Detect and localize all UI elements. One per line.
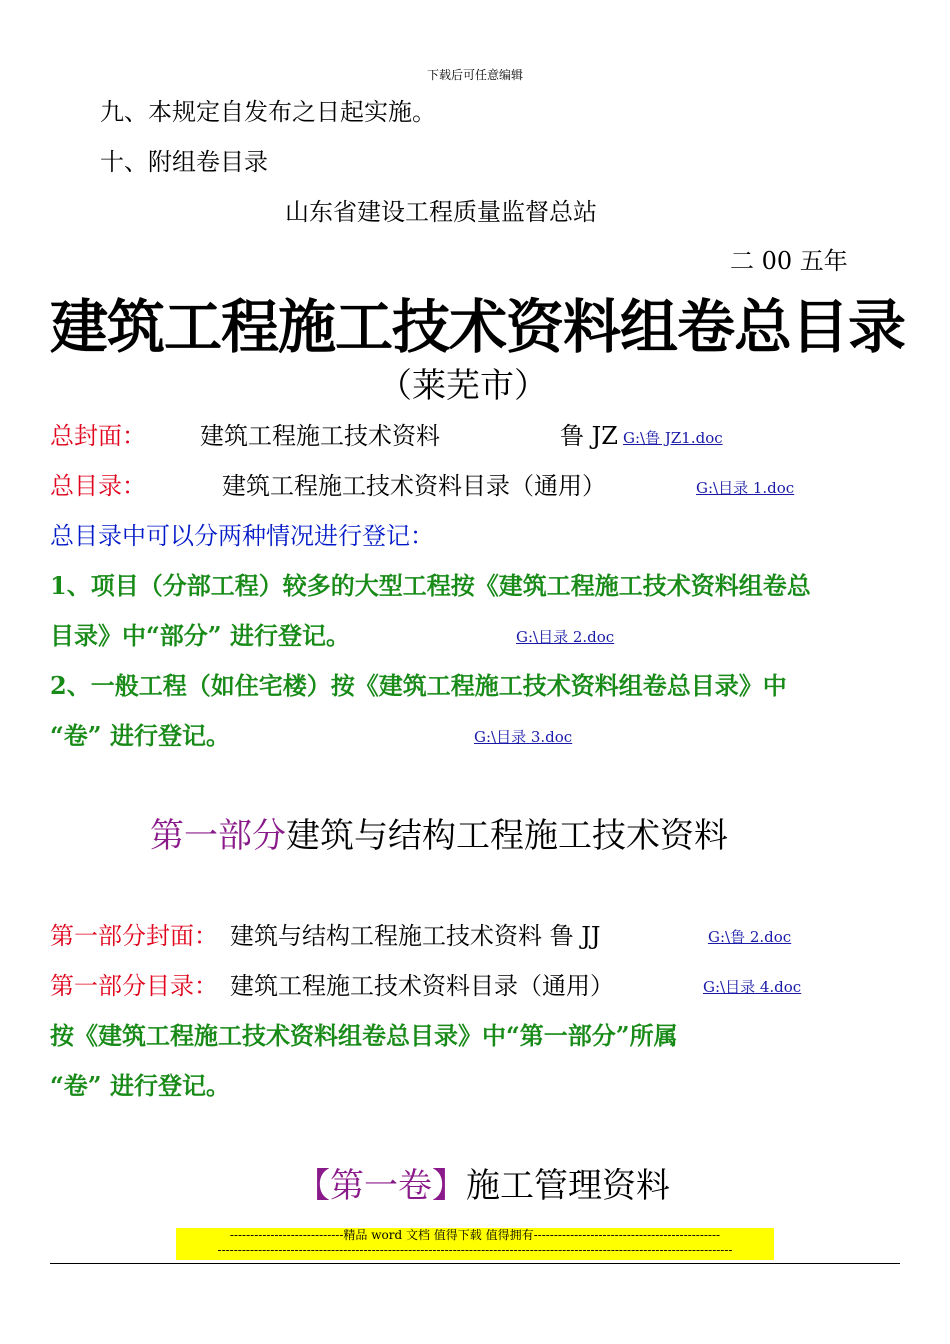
part-one-note-line1: 按《建筑工程施工技术资料组卷总目录》中“第一部分”所属 [50,1021,678,1050]
footer-line2: ------------------------------------------------------------------------------------------------------------------------------- [217,1243,733,1257]
part-one-note-line2: “卷” 进行登记。 [50,1071,230,1100]
footer-banner [176,1228,774,1260]
case-one-line1: 1、项目（分部工程）较多的大型工程按《建筑工程施工技术资料组卷总 [50,571,811,600]
part-one-title: 建筑与结构工程施工技术资料 [286,816,728,856]
catalog-label: 总目录： [50,472,146,500]
cover-doc-link[interactable]: G:\鲁 JZ1.doc [623,429,723,447]
cover-code: 鲁 JZ [560,422,618,450]
clause-ten: 十、附组卷目录 [100,148,268,176]
part-one-heading [150,808,728,857]
volume-one-heading [296,1158,670,1207]
issue-year: 二 00 五年 [730,247,848,275]
case-one-line2: 目录》中“部分” 进行登记。 [50,621,350,650]
case-two-line1: 2、一般工程（如住宅楼）按《建筑工程施工技术资料组卷总目录》中 [50,671,787,700]
part-one-catalog-doc-link[interactable]: G:\目录 4.doc [703,978,802,996]
part-one-prefix: 第一部分 [150,816,286,856]
part-one-cover-label: 第一部分封面： [50,922,218,950]
cover-text: 建筑工程施工技术资料 [200,422,440,450]
part-one-catalog-text: 建筑工程施工技术资料目录（通用） [230,972,614,1000]
catalog-note: 总目录中可以分两种情况进行登记： [50,522,434,550]
volume-one-prefix: 【第一卷】 [296,1166,466,1206]
footer-rule [50,1263,900,1264]
case-two-doc-link[interactable]: G:\目录 3.doc [474,728,573,746]
case-two-line2: “卷” 进行登记。 [50,721,230,750]
catalog-doc-link[interactable]: G:\目录 1.doc [696,479,795,497]
cover-label: 总封面： [50,422,146,450]
volume-one-title: 施工管理资料 [466,1166,670,1206]
part-one-cover-text: 建筑与结构工程施工技术资料 鲁 JJ [230,922,601,950]
issuer: 山东省建设工程质量监督总站 [285,198,597,226]
part-one-cover-doc-link[interactable]: G:\鲁 2.doc [708,928,792,946]
footer-line1: ----------------------------精品 word 文档 值得下载 值得拥有---------------------------------------------- [229,1228,721,1242]
case-one-doc-link[interactable]: G:\目录 2.doc [516,628,615,646]
cover-row [50,416,146,451]
clause-nine: 九、本规定自发布之日起实施。 [100,98,436,126]
main-title: 建筑工程施工技术资料组卷总目录 [50,293,906,361]
city-subtitle: （莱芜市） [378,366,548,406]
part-one-catalog-label: 第一部分目录： [50,972,218,1000]
catalog-text: 建筑工程施工技术资料目录（通用） [222,472,606,500]
header-note: 下载后可任意编辑 [426,68,523,82]
